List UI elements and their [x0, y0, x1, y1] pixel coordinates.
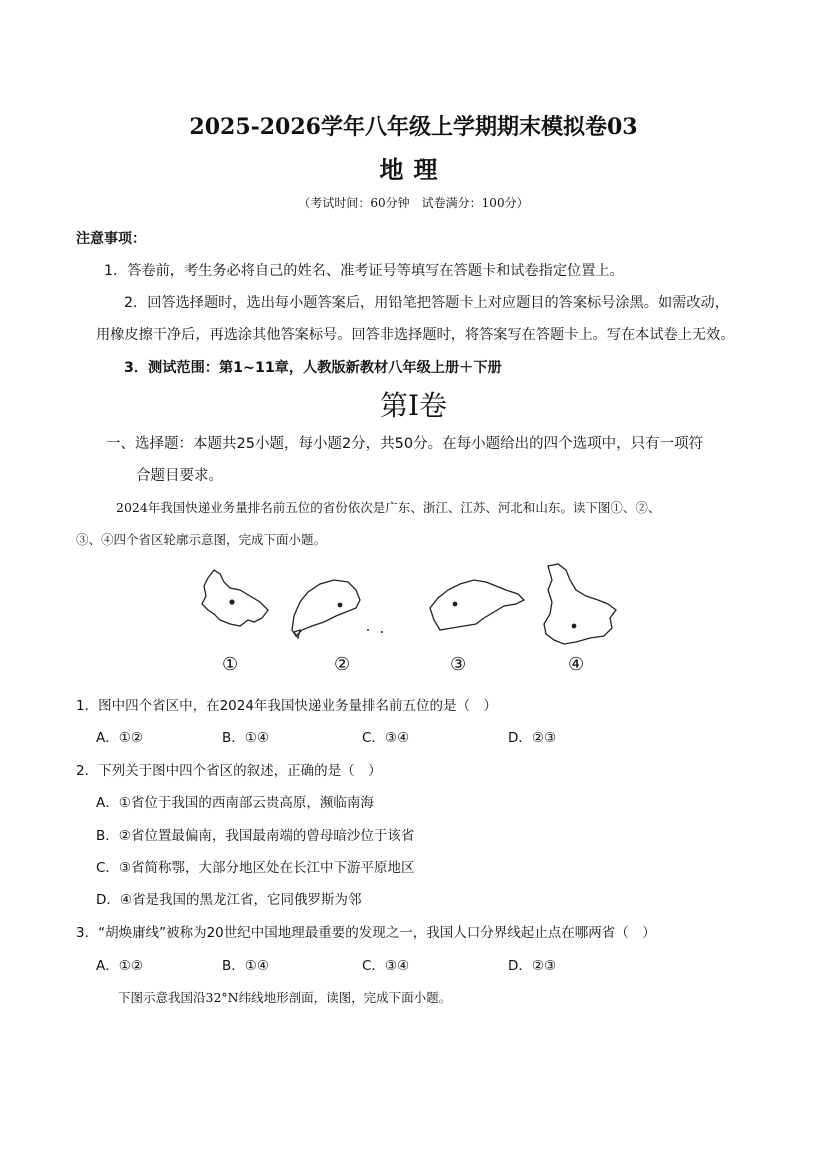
- exam-info: （考试时间：60分钟 试卷满分：100分）: [298, 196, 529, 210]
- volume-title: 第I卷: [379, 389, 448, 422]
- map-label-3: ③: [450, 654, 467, 675]
- question-1-stem: 1．图中四个省区中，在2024年我国快递业务量排名前五位的是（ ）: [76, 698, 497, 714]
- question-intro-2: 下图示意我国沿32°N纬线地形剖面，读图，完成下面小题。: [118, 990, 452, 1005]
- question-2-stem: 2．下列关于图中四个省区的叙述，正确的是（ ）: [76, 763, 382, 779]
- question-3-option-b[interactable]: B．①④: [222, 958, 269, 974]
- province-map-4: [544, 564, 616, 644]
- exam-title: 2025-2026学年八年级上学期期末模拟卷03: [189, 114, 638, 140]
- province-map-2-point: [338, 603, 343, 608]
- section-heading-cont: 合题目要求。: [136, 468, 223, 484]
- province-map-3: [430, 580, 524, 630]
- map-label-1: ①: [222, 654, 239, 675]
- map-label-4: ④: [568, 654, 585, 675]
- province-map-2-dot-b: [381, 631, 383, 633]
- note-item-2: 2．回答选择题时，选出每小题答案后，用铅笔把答题卡上对应题目的答案标号涂黑。如需改动，: [124, 295, 729, 311]
- province-map-2-dot-a: [367, 629, 369, 631]
- question-intro-cont: ③、④四个省区轮廓示意图，完成下面小题。: [76, 532, 327, 547]
- note-item-2-cont: 用橡皮擦干净后，再选涂其他答案标号。回答非选择题时，将答案写在答题卡上。写在本试卷上无效。: [96, 327, 735, 343]
- question-1-option-d[interactable]: D．②③: [508, 730, 557, 746]
- question-intro: 2024年我国快递业务量排名前五位的省份依次是广东、浙江、江苏、河北和山东。读下图①、②、: [116, 500, 661, 515]
- question-3-option-c[interactable]: C．③④: [362, 958, 410, 974]
- question-1-option-b[interactable]: B．①④: [222, 730, 269, 746]
- map-label-2: ②: [334, 654, 351, 675]
- notes-heading: 注意事项：: [76, 231, 146, 247]
- province-map-3-point: [453, 602, 458, 607]
- question-2-option-d[interactable]: D．④省是我国的黑龙江省，它同俄罗斯为邻: [96, 892, 362, 908]
- province-map-2-island: [294, 630, 300, 638]
- question-1-option-c[interactable]: C．③④: [362, 730, 410, 746]
- subject-title: 地理: [379, 155, 448, 184]
- question-3-option-d[interactable]: D．②③: [508, 958, 557, 974]
- question-2-option-a[interactable]: A．①省位于我国的西南部云贵高原，濒临南海: [96, 795, 374, 811]
- question-2-option-b[interactable]: B．②省位置最偏南，我国最南端的曾母暗沙位于该省: [96, 828, 415, 844]
- section-heading: 一、选择题：本题共25小题，每小题2分，共50分。在每小题给出的四个选项中，只有一项符: [106, 436, 704, 452]
- province-map-1: [202, 570, 268, 626]
- note-item-3: 3．测试范围：第1~11章，人教版新教材八年级上册＋下册: [124, 360, 502, 376]
- province-map-2: [292, 580, 360, 636]
- province-map-4-point: [572, 624, 577, 629]
- question-2-option-c[interactable]: C．③省简称鄂，大部分地区处在长江中下游平原地区: [96, 860, 415, 876]
- province-map-1-point: [229, 599, 234, 604]
- question-1-option-a[interactable]: A．①②: [96, 730, 143, 746]
- note-item-1: 1．答卷前，考生务必将自己的姓名、准考证号等填写在答题卡和试卷指定位置上。: [104, 263, 624, 279]
- question-3-stem: 3．“胡焕庸线”被称为20世纪中国地理最重要的发现之一，我国人口分界线起止点在哪两省（ ）: [76, 925, 656, 941]
- question-3-option-a[interactable]: A．①②: [96, 958, 143, 974]
